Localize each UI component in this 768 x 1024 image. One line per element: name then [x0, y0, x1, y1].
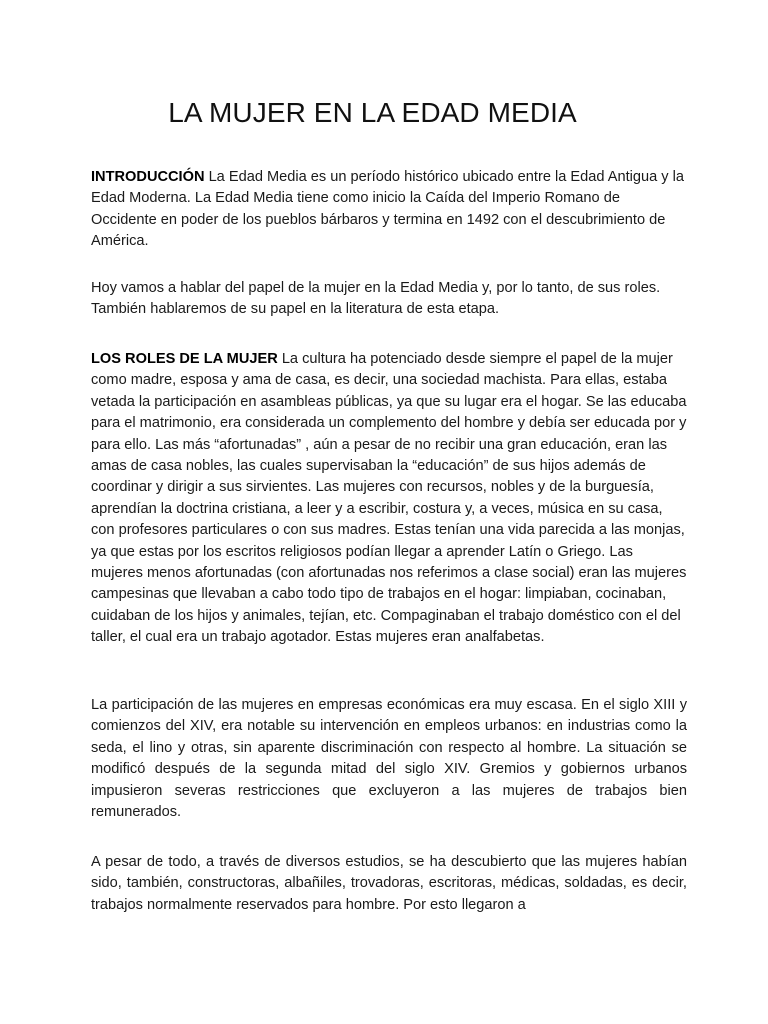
page-title: LA MUJER EN LA EDAD MEDIA	[168, 97, 577, 128]
paragraph-heading: LOS ROLES DE LA MUJER	[91, 351, 278, 367]
paragraph-text: La Edad Media es un período histórico ubicado entre la Edad Antigua y la Edad Moderna. La Edad Media tiene como inicio la Caída del Imperio Romano de Occidente en poder de los pueblos bárbaros y termina en 1492 con el descubrimiento de América.	[91, 169, 684, 250]
paragraph-text: A pesar de todo, a través de diversos estudios, se ha descubierto que las mujeres habían sido, también, constructoras, albañiles, trovadoras, escritoras, médicas, soldadas, es decir, trabajos normalmente reservados para hombre. Por esto llegaron a	[91, 854, 687, 913]
paragraph-roles-mujer	[91, 349, 687, 649]
paragraph-text: La cultura ha potenciado desde siempre el papel de la mujer como madre, esposa y ama de casa, es decir, una sociedad machista. Para ellas, estaba vetada la participación en asambleas públicas, ya que su lugar era el hogar. Se las educaba para el matrimonio, era considerada un complemento del hombre y debía ser educada por y para ello. Las más “afortunadas” , aún a pesar de no recibir una gran educación, eran las amas de casa nobles, las cuales supervisaban la “educación” de sus hijos además de coordinar y dirigir a sus sirvientes. Las mujeres con recursos, nobles y de la burguesía, aprendían la doctrina cristiana, a leer y a escribir, costura y, a veces, música en su casa, con profesores particulares o con sus madres. Estas tenían una vida parecida a las monjas, ya que estas por los escritos religiosos podían llegar a aprender Latín o Griego. Las mujeres menos afortunadas (con afortunadas nos referimos a clase social) eran las mujeres campesinas que llevaban a cabo todo tipo de trabajos en el hogar: limpiaban, cocinaban, cuidaban de los hijos y animales, tejían, etc. Compaginaban el trabajo doméstico con el del taller, el cual era un trabajo agotador. Estas mujeres eran analfabetas.	[91, 351, 687, 646]
paragraph-text: Hoy vamos a hablar del papel de la mujer en la Edad Media y, por lo tanto, de sus roles. También hablaremos de su papel en la literatura de esta etapa.	[91, 280, 661, 318]
paragraph-heading: INTRODUCCIÓN	[91, 169, 205, 185]
paragraph-text: La participación de las mujeres en empresas económicas era muy escasa. En el siglo XIII y comienzos del XIV, era notable su intervención en empleos urbanos: en industrias como la seda, el lino y otras, sin aparente discriminación con respecto al hombre. La situación se modificó después de la segunda mitad del siglo XIV. Gremios y gobiernos urbanos impusieron severas restricciones que excluyeron a las mujeres de trabajos bien remunerados.	[91, 697, 687, 821]
paragraph-introduccion	[91, 167, 687, 253]
paragraph-participacion	[91, 695, 687, 823]
paragraph-hoy-vamos	[91, 278, 687, 321]
paragraph-a-pesar	[91, 852, 687, 916]
